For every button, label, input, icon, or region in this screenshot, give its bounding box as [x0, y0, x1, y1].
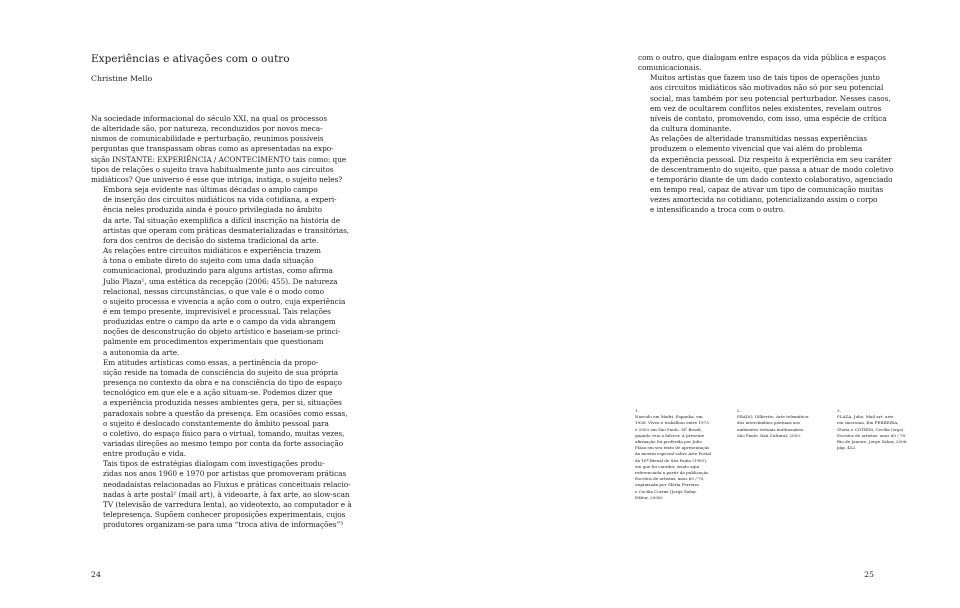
text-line: comunicacionais.: [638, 63, 702, 73]
footnote-line: afirmação foi proferida por Julio: [635, 439, 702, 445]
footnote-line: 1938. Viveu e trabalhou entre 1973: [635, 420, 709, 426]
text-line: social, mas também por seu potencial perturbador. Nesses casos,: [650, 93, 891, 103]
footnote-line: referenciada a partir da publicação: [635, 470, 709, 476]
chapter-title: Experiências e ativações com o outro: [91, 53, 290, 65]
footnote-line: Escritos de artistas: anos 60 / 70.: [837, 432, 907, 438]
footnote-line: ambientes virtuais multiusuário.: [737, 426, 805, 432]
text-line: Julio Plaza¹, uma estética da recepção (2006: 455). De natureza: [103, 276, 338, 286]
footnote-line: Escritos de artistas: anos 60 / 70,: [635, 476, 705, 482]
footnote-line: Editor, 2006).: [635, 494, 664, 500]
left_page-paragraph: [91, 358, 413, 460]
text-line: comunicacional, produzindo para alguns artistas, como afirma: [103, 266, 333, 276]
footnote-line: da mostra especial sobre Arte Postal: [635, 451, 712, 457]
text-line: níveis de contato, promovendo, com isso, uma espécie de crítica: [650, 113, 887, 123]
text-line: e temporário diante de um dado contexto colaborativo, agenciado: [650, 174, 893, 184]
text-line: produzem o elemento vivencial que vai além do problema: [650, 144, 863, 154]
text-line: em tempo real, capaz de ativar um tipo de comunicação muitas: [650, 185, 884, 195]
footnote-1: [635, 408, 711, 501]
text-line: Tais tipos de estratégias dialogam com investigações produ-: [103, 459, 325, 469]
right-body-text: [638, 53, 956, 216]
page-number-left: 24: [91, 570, 101, 579]
footnote-line: em que foi curador, sendo aqui: [635, 463, 700, 469]
footnote-line: e Cecília Cotrim (Jorge Zahar: [635, 488, 697, 494]
text-line: da arte. Tal situação exemplifica a difícil inscrição na história de: [103, 215, 341, 225]
text-line: ência neles produzida ainda é pouco privilegiada no âmbito: [103, 205, 323, 215]
text-line: a autonomia da arte.: [103, 347, 180, 357]
text-line: relacional, nessas circunstâncias, o que vale é o modo como: [103, 286, 325, 296]
text-line: com o outro, que dialogam entre espaços da vida pública e espaços: [638, 53, 886, 62]
footnote-line: Glória e COTRIM, Cecília (orgs).: [837, 426, 905, 432]
text-line: produzidas entre o campo da arte e o campo da vida abrangem: [103, 317, 336, 327]
footnote-line: quando veio a falecer. A presente: [635, 432, 705, 438]
text-line: a experiência produzida nesses ambientes gera, per si, situações: [103, 398, 342, 408]
footnote-line: em sincronia. Em FERREIRA,: [837, 420, 899, 426]
text-line: As relações de alteridade transmitidas nessas experiências: [650, 134, 868, 144]
text-line: entre produção e vida.: [103, 449, 187, 459]
text-line: o sujeito é deslocado constantemente do âmbito pessoal para: [103, 418, 329, 428]
text-line: tipos de relações o sujeito trava habitualmente junto aos circuitos: [91, 164, 334, 174]
footnote-line: Nascido em Madri, Espanha, em: [635, 414, 703, 420]
text-line: Muitos artistas que fazem uso de tais tipos de operações junto: [650, 73, 880, 83]
footnote-line: São Paulo: Itaú Cultural, 2003.: [737, 432, 802, 438]
text-line: tecnológico em que ele e a ação situam-se. Podemos dizer que: [103, 388, 333, 398]
text-line: Na sociedade informacional do século XXI, na qual os processos: [91, 114, 328, 123]
text-line: zidas nos anos 1960 e 1970 por artistas que promoveram práticas: [103, 469, 347, 479]
footnote-line: PRADO, Gilbertto. Arte telemática:: [737, 414, 810, 420]
text-line: variadas direções ao mesmo tempo por conta da forte associação: [103, 439, 344, 448]
text-line: nadas à arte postal² (mail art), à videoarte, à fax arte, ao slow-scan: [103, 489, 350, 499]
author-name: Christine Mello: [91, 74, 153, 83]
text-line: à tona o embate direto do sujeito com uma dada situação: [103, 256, 314, 266]
text-line: Embora seja evidente nas últimas décadas o amplo campo: [103, 185, 318, 195]
text-line: palmente em procedimentos experimentais que questionam: [103, 337, 324, 347]
text-line: midiáticos? Que universo é esse que intriga, instiga, o sujeito neles?: [91, 174, 343, 184]
text-line: sição INSTANTE: EXPERIÊNCIA / ACONTECIMENTO tais como: que: [91, 154, 347, 164]
text-line: produtores organizam-se para uma “troca ativa de informações”³: [103, 520, 344, 530]
text-line: o sujeito processa e vivencia a ação com o outro, cuja experiência: [103, 296, 346, 306]
text-line: perguntas que transpassam obras como as apresentadas na expo-: [91, 144, 334, 154]
text-line: noções de desconstrução do objeto artístico e baseiam-se princi-: [103, 327, 341, 337]
right_page-paragraph: [638, 73, 956, 134]
text-line: presença no contexto da obra e na consciência do tipo de espaço: [103, 378, 342, 388]
text-line: vezes amortecida no cotidiano, potencializando assim o corpo: [650, 195, 878, 205]
footnote-line: da 16ª Bienal de São Paulo (1981),: [635, 457, 708, 463]
footnote-line: dos intercâmbios pontuais aos: [737, 420, 801, 426]
text-line: de inserção dos circuitos midiáticos na vida cotidiana, a experi-: [103, 195, 337, 205]
left_page-paragraph: [91, 185, 413, 246]
text-line: de alteridade são, por natureza, reconduzidos por novos meca-: [91, 124, 323, 134]
footnote-line: pág. 452.: [837, 445, 857, 451]
text-line: da cultura dominante.: [650, 124, 732, 134]
page-number-right: 25: [864, 570, 874, 579]
text-line: artistas que operam com práticas desmaterializadas e transitórias,: [103, 225, 350, 235]
text-line: As relações entre circuitos midiáticos e experiência trazem: [103, 246, 321, 256]
footnote-line: Plaza em seu texto de apresentação: [635, 445, 710, 451]
right-page: [480, 0, 960, 608]
right_page-paragraph: [638, 134, 956, 215]
text-line: e intensificando a troca com o outro.: [650, 205, 786, 215]
left-body-text: [91, 114, 413, 530]
left_page-paragraph: [91, 114, 413, 185]
footnote-2: [737, 408, 809, 439]
text-line: neodadaístas relacionadas ao Fluxus e práticas conceituais relacio-: [103, 479, 351, 489]
text-line: fora dos centros de decisão do sistema tradicional da arte.: [103, 235, 319, 245]
footnote-line: organizada por Glória Ferreira: [635, 482, 699, 488]
text-line: sição reside na tomada de consciência do sujeito de sua própria: [103, 367, 339, 377]
text-line: TV (televisão de varredura lenta), ao videotexto, ao computador e à: [103, 499, 352, 509]
right_page-paragraph: [638, 53, 956, 73]
text-line: paradoxais sobre a questão da presença. Em ocasiões como essas,: [103, 408, 348, 418]
text-line: de descentramento do sujeito, que passa a atuar de modo coletivo: [650, 164, 894, 174]
left_page-paragraph: [91, 246, 413, 358]
left_page-paragraph: [91, 459, 413, 530]
text-line: em vez de ocultarem conflitos neles existentes, revelam outros: [650, 103, 882, 113]
text-line: o coletivo, do espaço físico para o virtual, tomando, muitas vezes,: [103, 428, 345, 438]
footnote-line: 1.: [635, 408, 639, 413]
text-line: é em tempo presente, imprevisível e processual. Tais relações: [103, 306, 331, 316]
text-line: nismos de comunicabilidade e perturbação, reunimos possíveis: [91, 134, 324, 144]
footnote-line: 2.: [737, 408, 741, 413]
text-line: aos circuitos midiáticos são motivados não só por seu potencial: [650, 83, 884, 93]
footnote-line: Rio de Janeiro: Jorge Zahar, 2006,: [837, 439, 908, 445]
footnote-3: [837, 408, 908, 451]
footnote-line: 3.: [837, 408, 841, 413]
text-line: da experiência pessoal. Diz respeito à experiência em seu caráter: [650, 154, 892, 164]
footnote-line: e 2003 em São Paulo, SP, Brasil,: [635, 426, 702, 432]
text-line: telepresença. Supõem conhecer proposições experimentais, cujos: [103, 510, 346, 520]
footnote-line: PLAZA, Julio. Mail art: arte: [837, 414, 894, 420]
text-line: Em atitudes artísticas como essas, a pertinência da propo-: [103, 357, 319, 367]
